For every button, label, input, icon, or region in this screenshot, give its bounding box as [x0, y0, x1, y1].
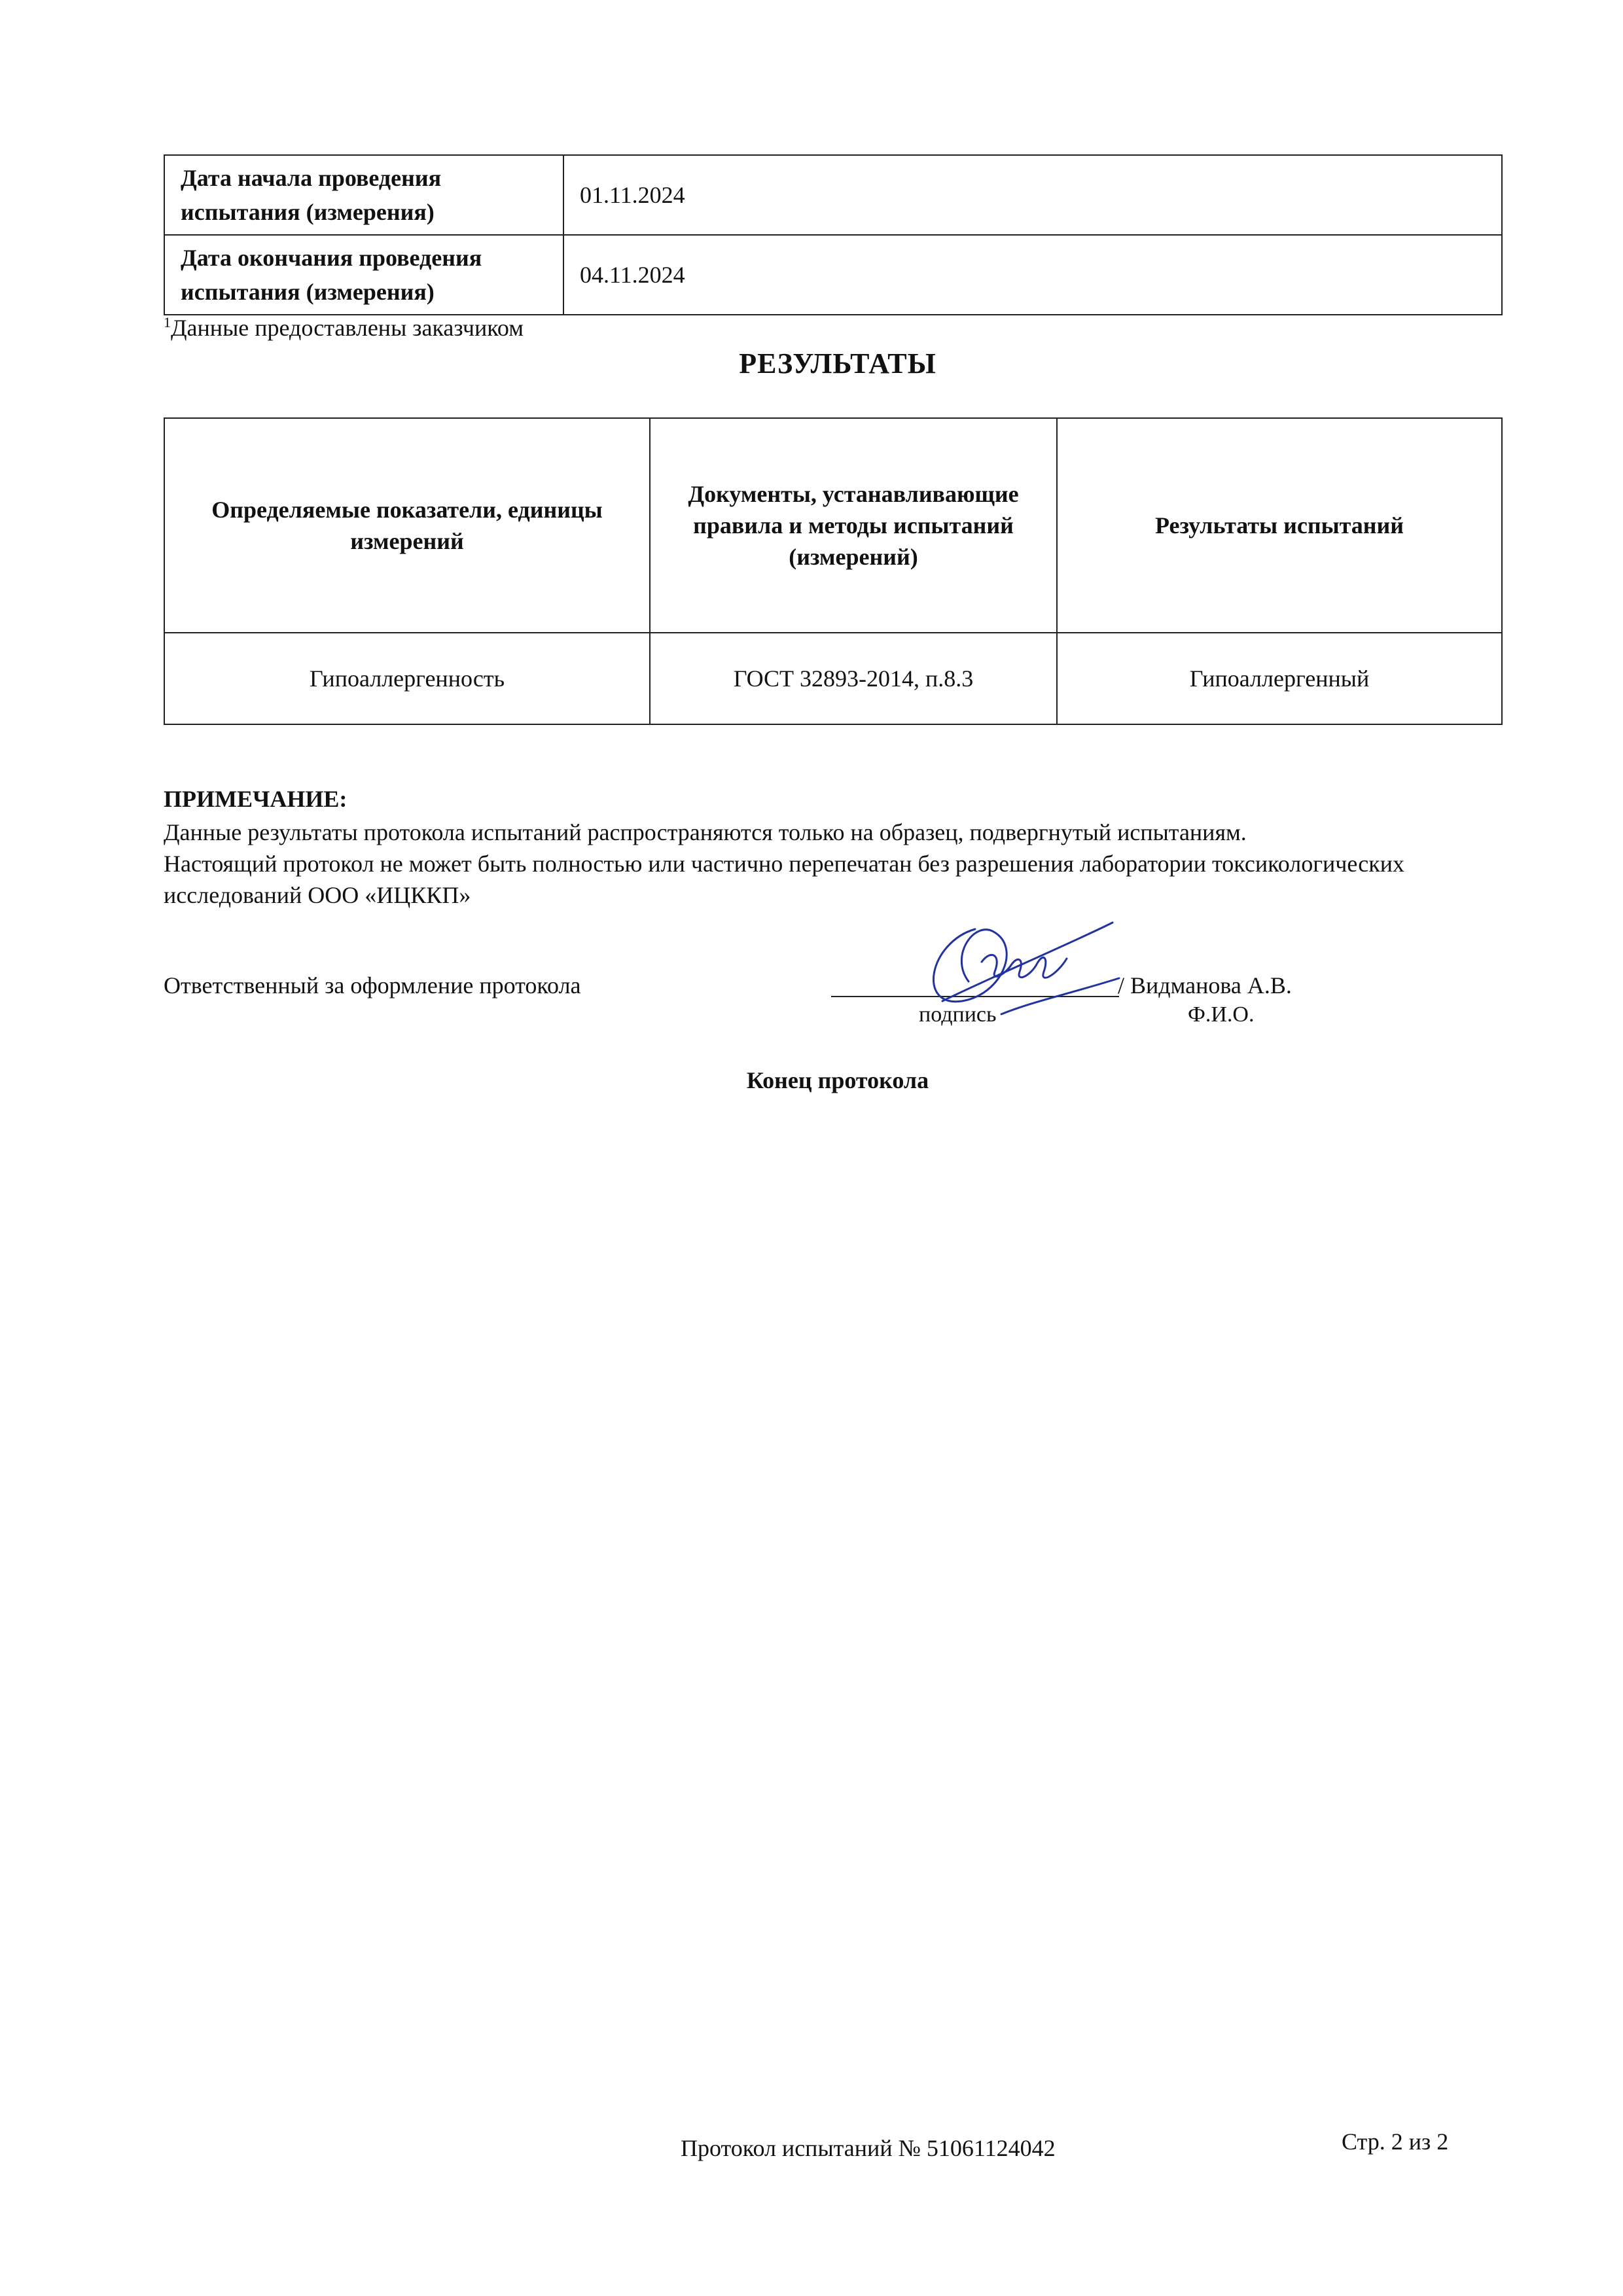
end-date-label: Дата окончания проведения испытания (измерения) [164, 235, 563, 315]
responsible-label: Ответственный за оформление протокола [164, 972, 581, 998]
end-date-value: 04.11.2024 [563, 235, 1502, 315]
handwritten-signature [903, 903, 1132, 1034]
results-title: РЕЗУЛЬТАТЫ [739, 347, 936, 380]
end-of-protocol: Конец протокола [746, 1067, 929, 1093]
table-header-row [164, 418, 1502, 633]
footnote-text: Данные предоставлены заказчиком [171, 315, 524, 341]
results-table [164, 417, 1503, 725]
column-header-results: Результаты испытаний [1057, 418, 1502, 633]
note-body [164, 817, 1512, 911]
table-cell-indicator: Гипоаллергенность [164, 633, 650, 724]
column-header-indicators: Определяемые показатели, единицы измерений [164, 418, 650, 633]
note-line-1: Данные результаты протокола испытаний распространяются только на образец, подвергнутый испытаниям. [164, 819, 1247, 845]
table-cell-document: ГОСТ 32893-2014, п.8.3 [650, 633, 1057, 724]
table-cell-result: Гипоаллергенный [1057, 633, 1502, 724]
footnote-marker: 1 [164, 314, 171, 330]
dates-table [164, 154, 1503, 315]
footer-protocol-number: Протокол испытаний № 51061124042 [681, 2135, 1056, 2161]
fio-caption: Ф.И.О. [1188, 1002, 1255, 1027]
table-row [164, 155, 1502, 235]
note-heading: ПРИМЕЧАНИЕ: [164, 786, 348, 812]
footer-page-number: Стр. 2 из 2 [1342, 2128, 1449, 2155]
signature-caption: подпись [919, 1002, 997, 1027]
table-row [164, 235, 1502, 315]
footnote [164, 314, 524, 342]
table-row [164, 633, 1502, 724]
column-header-documents: Документы, устанавливающие правила и методы испытаний (измерений) [650, 418, 1057, 633]
start-date-value: 01.11.2024 [563, 155, 1502, 235]
note-line-2: Настоящий протокол не может быть полностью или частично перепечатан без разрешения лаборатории токсикологических исследований ООО «ИЦККП» [164, 851, 1404, 908]
start-date-label: Дата начала проведения испытания (измерения) [164, 155, 563, 235]
responsible-name: / Видманова А.В. [1118, 972, 1292, 998]
